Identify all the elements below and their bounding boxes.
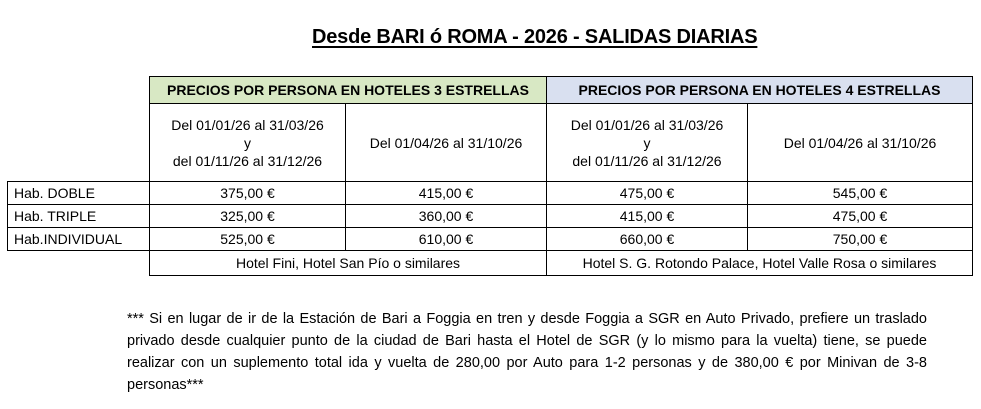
price-cell: 325,00 € bbox=[150, 205, 346, 228]
empty-cell bbox=[8, 251, 150, 276]
price-cell: 475,00 € bbox=[547, 182, 748, 205]
empty-corner-cell bbox=[8, 77, 150, 104]
hotels-row bbox=[8, 251, 973, 276]
period-line: del 01/11/26 al 31/12/26 bbox=[172, 152, 323, 169]
header-3-stars: PRECIOS POR PERSONA EN HOTELES 3 ESTRELLAS bbox=[150, 77, 547, 104]
price-cell: 415,00 € bbox=[346, 182, 547, 205]
page-title: Desde BARI ó ROMA - 2026 - SALIDAS DIARIAS bbox=[312, 26, 758, 48]
period-4s-low bbox=[547, 104, 748, 182]
room-type-label: Hab.INDIVIDUAL bbox=[8, 228, 150, 251]
hotels-3-stars: Hotel Fini, Hotel San Pío o similares bbox=[150, 251, 547, 276]
price-cell: 750,00 € bbox=[748, 228, 973, 251]
price-cell: 545,00 € bbox=[748, 182, 973, 205]
empty-corner-cell bbox=[8, 104, 150, 182]
period-line: Del 01/04/26 al 31/10/26 bbox=[783, 134, 937, 151]
price-cell: 375,00 € bbox=[150, 182, 346, 205]
header-4-stars: PRECIOS POR PERSONA EN HOTELES 4 ESTRELLAS bbox=[547, 77, 973, 104]
period-3s-low bbox=[150, 104, 346, 182]
period-line: Del 01/01/26 al 31/03/26 bbox=[171, 116, 324, 133]
transfer-note: *** Si en lugar de ir de la Estación de Bari a Foggia en tren y desde Foggia a SGR en Auto Privado, prefiere un traslado privado desde cualquier punto de la ciudad de Bari hasta el Hotel de SGR (y lo mismo para la vuelta) tiene, se puede realizar con un suplemento total ida y vuelta de 280,00 por Auto para 1-2 personas y de 380,00 € por Minivan de 3-8 personas*** bbox=[127, 311, 927, 393]
room-type-label: Hab. TRIPLE bbox=[8, 205, 150, 228]
period-4s-high bbox=[748, 104, 973, 182]
price-cell: 610,00 € bbox=[346, 228, 547, 251]
period-line: del 01/11/26 al 31/12/26 bbox=[572, 152, 722, 169]
price-cell: 360,00 € bbox=[346, 205, 547, 228]
room-type-label: Hab. DOBLE bbox=[8, 182, 150, 205]
period-header-row bbox=[8, 104, 973, 182]
period-3s-high bbox=[346, 104, 547, 182]
table-row bbox=[8, 228, 973, 251]
table-row bbox=[8, 182, 973, 205]
hotels-4-stars: Hotel S. G. Rotondo Palace, Hotel Valle Rosa o similares bbox=[547, 251, 973, 276]
period-line: Del 01/04/26 al 31/10/26 bbox=[369, 134, 523, 151]
price-cell: 525,00 € bbox=[150, 228, 346, 251]
table-row bbox=[8, 205, 973, 228]
price-table bbox=[7, 76, 973, 276]
period-line: y bbox=[244, 134, 251, 151]
price-cell: 415,00 € bbox=[547, 205, 748, 228]
group-header-row bbox=[8, 77, 973, 104]
price-cell: 475,00 € bbox=[748, 205, 973, 228]
period-line: y bbox=[643, 134, 651, 151]
period-line: Del 01/01/26 al 31/03/26 bbox=[570, 116, 724, 133]
price-cell: 660,00 € bbox=[547, 228, 748, 251]
